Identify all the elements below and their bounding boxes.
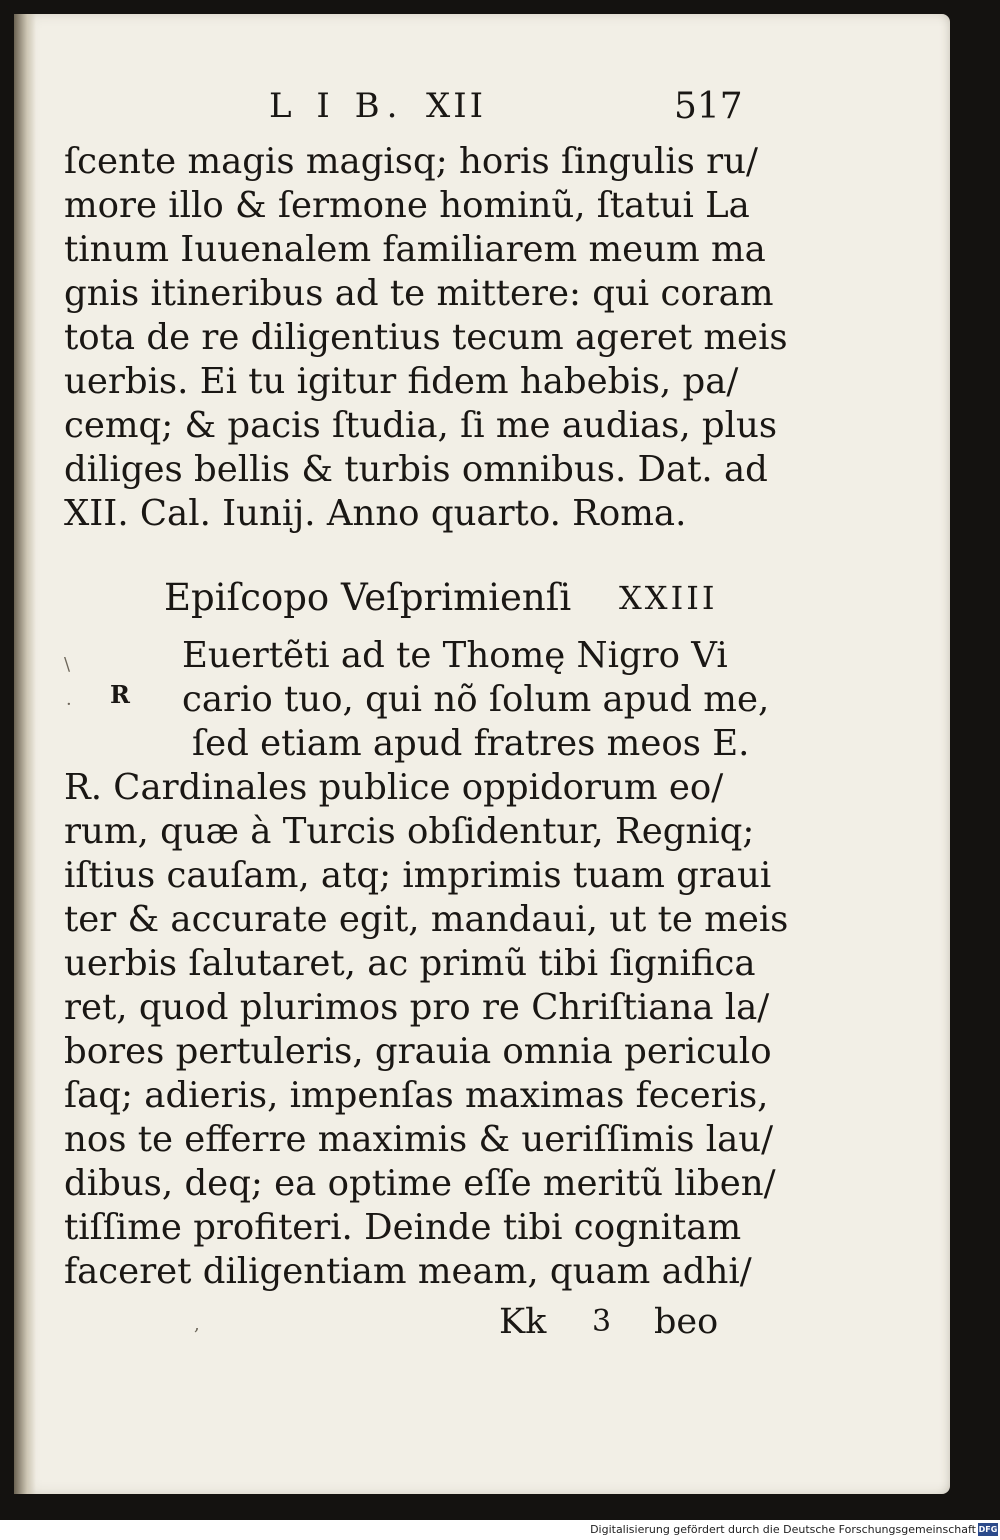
text-line: more illo & ſermone hominũ, ſtatui La — [64, 185, 750, 226]
margin-initial: R — [110, 680, 130, 709]
letter-body — [64, 634, 789, 1294]
page-gutter-shadow — [14, 14, 36, 1494]
previous-letter-ending — [64, 140, 788, 536]
signature-mark: Kk — [499, 1302, 547, 1342]
text-line: tinum Iuuenalem familiarem meum ma — [64, 229, 766, 270]
text-line: ſed etiam apud fratres meos E. — [192, 723, 750, 764]
text-line: ter & accurate egit, mandaui, ut te meis — [64, 899, 789, 940]
text-line: dibus, deq; ea optime eſſe meritũ liben/ — [64, 1163, 776, 1204]
dfg-logo: DFG — [978, 1525, 998, 1534]
margin-mark: \ — [64, 654, 71, 675]
text-line: rum, quæ à Turcis obſidentur, Regniq; — [64, 811, 755, 852]
folio-number: 517 — [674, 86, 743, 127]
text-line: diliges bellis & turbis omnibus. Dat. ad — [64, 449, 768, 490]
catchword: beo — [654, 1302, 719, 1342]
text-line: cario tuo, qui nõ ſolum apud me, — [182, 679, 770, 720]
text-line: ret, quod plurimos pro re Chriſtiana la/ — [64, 987, 770, 1028]
text-line: nos te efferre maximis & ueriſſimis lau/ — [64, 1119, 774, 1160]
text-line: uerbis. Ei tu igitur fidem habebis, pa/ — [64, 361, 739, 402]
running-head-number: XII — [426, 86, 487, 126]
text-line: cemq; & pacis ſtudia, ſi me audias, plus — [64, 405, 778, 446]
text-line: faceret diligentiam meam, quam adhi/ — [64, 1251, 752, 1292]
text-line: uerbis ſalutaret, ac primũ tibi ſignifica — [64, 943, 756, 984]
book-page — [14, 14, 950, 1494]
letter-heading-title: Epiſcopo Veſprimienſi — [164, 576, 572, 619]
text-line: Euertẽti ad te Thomę Nigro Vi — [182, 635, 728, 676]
text-line: XII. Cal. Iunij. Anno quarto. Roma. — [64, 493, 687, 534]
signature-number: 3 — [592, 1304, 612, 1339]
credit-bar — [0, 1520, 1000, 1540]
credit-text: Digitalisierung gefördert durch die Deutsche Forschungsgemeinschaft — [590, 1523, 976, 1536]
letter-heading-number: XXIII — [619, 579, 718, 617]
running-head-book: L I B. — [269, 86, 405, 126]
text-line: gnis itineribus ad te mittere: qui coram — [64, 273, 774, 314]
text-line: tiſſime profiteri. Deinde tibi cognitam — [64, 1207, 742, 1248]
text-line: R. Cardinales publice oppidorum eo/ — [64, 767, 724, 808]
text-line: iſtius cauſam, atq; imprimis tuam graui — [64, 855, 772, 896]
margin-mark: , — [194, 1314, 200, 1335]
text-line: ſaq; adieris, impenſas maximas feceris, — [64, 1075, 769, 1116]
text-line: tota de re diligentius tecum ageret meis — [64, 317, 788, 358]
text-line: bores pertuleris, grauia omnia periculo — [64, 1031, 772, 1072]
text-line: ſcente magis magisq; horis ſingulis ru/ — [64, 141, 758, 182]
margin-mark: · — [66, 694, 72, 715]
running-head — [14, 86, 950, 126]
